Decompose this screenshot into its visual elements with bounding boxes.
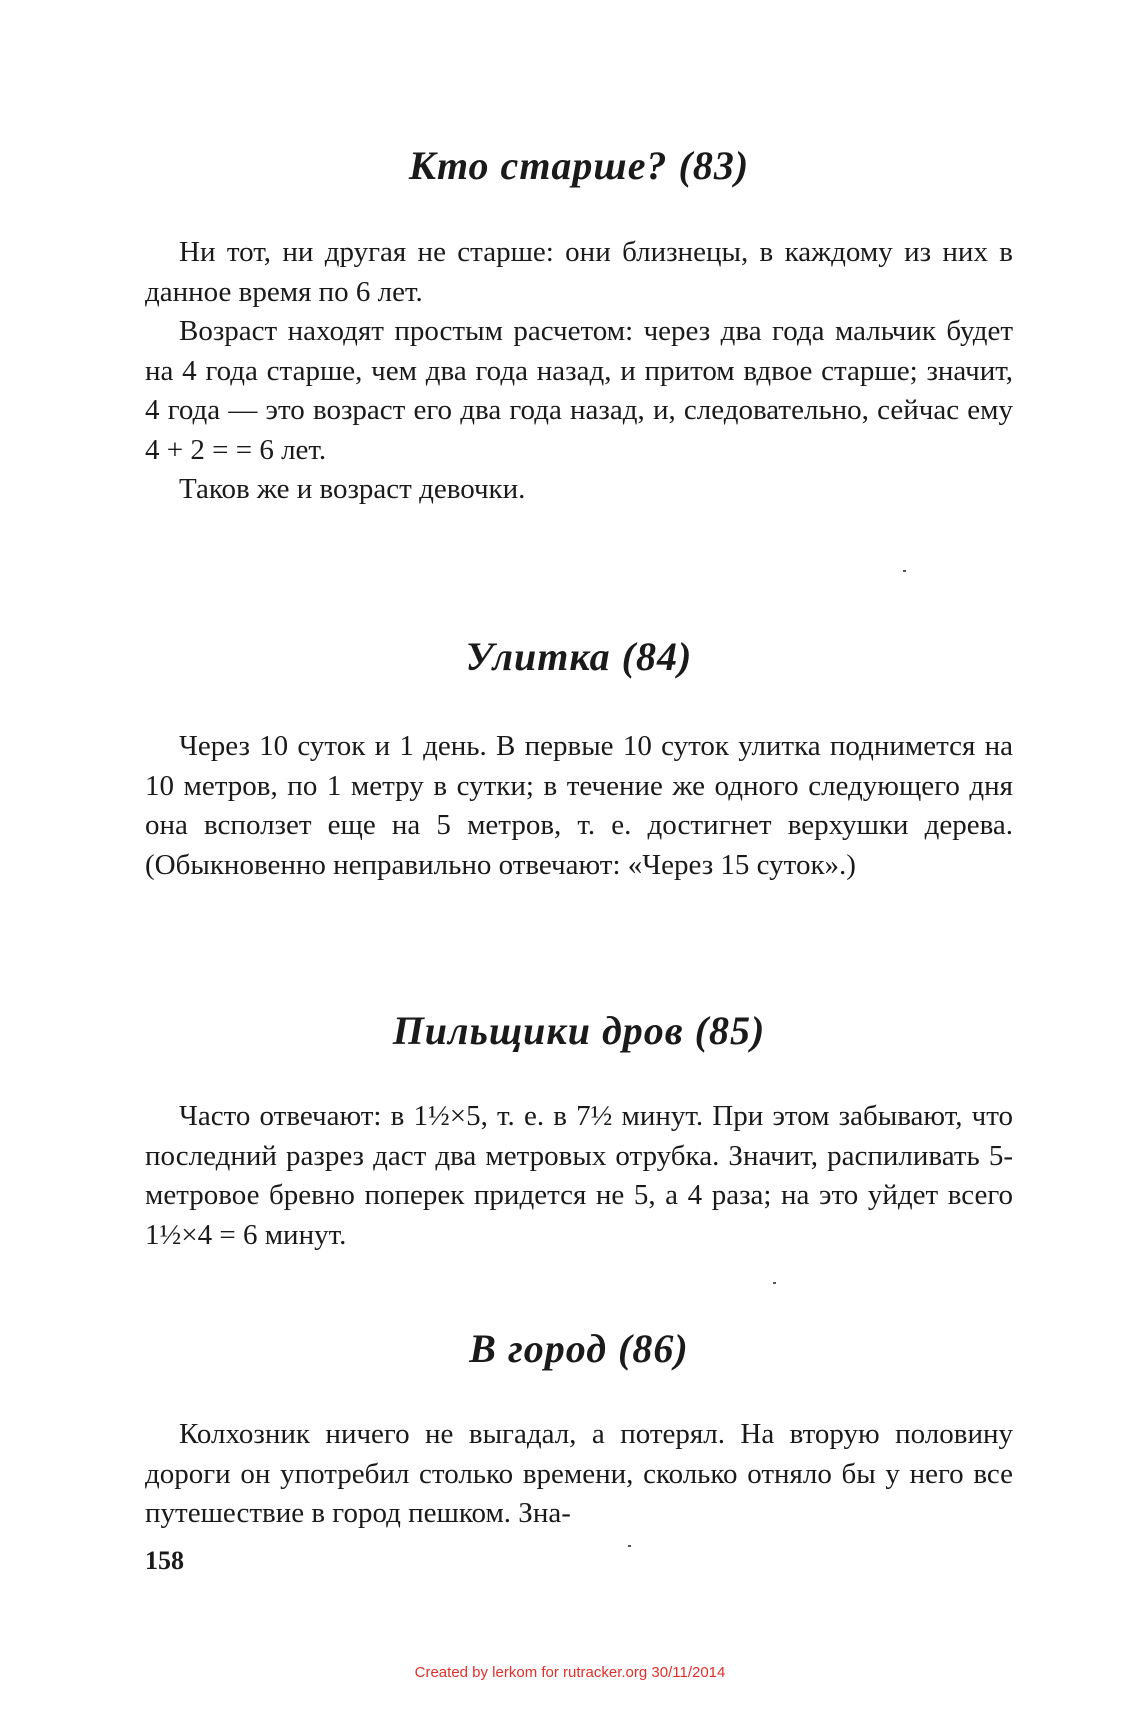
book-page <box>145 0 1013 1710</box>
section-title-83: Кто старше? (83) <box>408 143 750 188</box>
section-body-85 <box>145 1097 1013 1255</box>
section-title-85: Пильщики дров (85) <box>392 1008 766 1053</box>
paragraph: Через 10 суток и 1 день. В первые 10 суток улитка поднимется на 10 метров, по 1 метру в сутки; в течение же одного следующего дня она всползет еще на 5 метров, т. е. достигнет верхушки дерева. (Обыкновенно неправильно отвечают: «Через 15 суток».) <box>145 730 1013 881</box>
scan-speck <box>628 1545 631 1547</box>
credit-watermark: Created by lerkom for rutracker.org 30/11/2014 <box>414 1664 726 1681</box>
paragraph: Колхозник ничего не выгадал, а потерял. На вторую половину дороги он употребил столько времени, сколько отняло бы у него все путешествие в город пешком. Зна- <box>145 1418 1013 1529</box>
page-number: 158 <box>145 1546 184 1575</box>
section-body-83 <box>145 233 1013 510</box>
section-title-86: В город (86) <box>469 1326 689 1371</box>
section-title-84: Улитка (84) <box>465 634 693 679</box>
paragraph: Ни тот, ни другая не старше: они близнецы, в каждому из них в данное время по 6 лет. <box>145 236 1013 308</box>
paragraph: Таков же и возраст девочки. <box>179 473 526 505</box>
paragraph: Возраст находят простым расчетом: через два года мальчик будет на 4 года старше, чем два года назад, и притом вдвое старше; значит, 4 года — это возраст его два года назад, и, следовательно, сейчас ему 4 + 2 = = 6 лет. <box>145 315 1013 466</box>
section-body-84 <box>145 727 1013 885</box>
scan-speck <box>903 570 906 572</box>
scan-speck <box>773 1282 776 1284</box>
section-body-86 <box>145 1415 1013 1534</box>
paragraph: Часто отвечают: в 1½×5, т. е. в 7½ минут. При этом забывают, что последний разрез даст два метровых отрубка. Значит, распиливать 5-метровое бревно поперек придется не 5, а 4 раза; на это уйдет всего 1½×4 = 6 минут. <box>145 1100 1013 1251</box>
